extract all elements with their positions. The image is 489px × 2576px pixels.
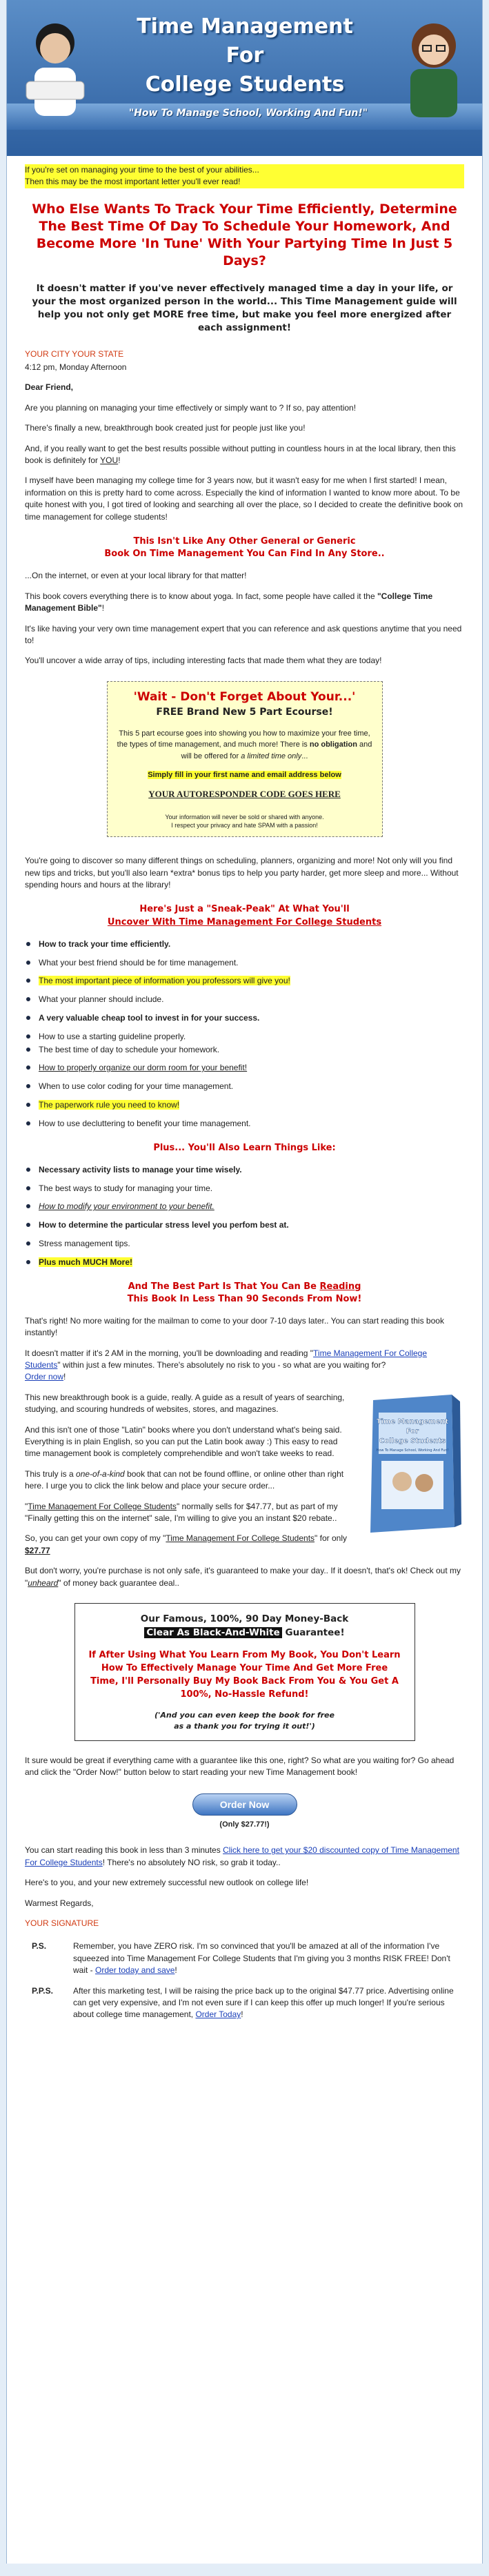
section4-p8 <box>25 1565 464 1589</box>
list-item: What your planner should include. <box>25 994 464 1005</box>
closing-p1: It sure would be great if everything came with a guarantee like this one, right? So what are you waiting for? Go ahead and click the "Order Now!" button below to start reading your new Time Management book! <box>25 1755 455 1778</box>
student-photo-right <box>392 10 475 120</box>
section4-heading-line2: This Book In Less Than 90 Seconds From Now! <box>127 1293 362 1304</box>
ps-order-link[interactable]: Order today and save <box>95 1965 175 1976</box>
section1-p2 <box>25 591 464 615</box>
section4-p2-a: It doesn't matter if it's 2 AM in the morning, you'll be downloading and reading " <box>25 1348 314 1358</box>
letter-p2: There's finally a new, breakthrough book created just for people just like you! <box>25 423 306 433</box>
section4-p4: And this isn't one of those "Latin" books where you don't understand what's being said. Everything is in plain English, so you can put the Latin book away :) This easy to read time management book is completely comprehendible and won't take weeks to read. <box>25 1424 342 1459</box>
letter-p3 <box>25 443 464 467</box>
ps-block <box>25 1940 464 1976</box>
closing-p2 <box>25 1845 464 1869</box>
ps-label: P.S. <box>32 1941 47 1951</box>
intro-highlight <box>25 164 464 188</box>
intro-line1: If you're set on managing your time to the best of your abilities... <box>25 165 259 175</box>
section4-p1: That's right! No more waiting for the mailman to come to your door 7-10 days later.. You can start reading this book instantly! <box>25 1315 444 1338</box>
header-title-line1: Time Management <box>137 14 353 39</box>
section2-heading-line1: Here's Just a "Sneak-Peak" At What You'll <box>139 904 350 915</box>
guarantee-title-black: Clear As Black-And-White <box>144 1627 281 1638</box>
pps-label: P.P.S. <box>32 1985 53 1996</box>
privacy-line1: Your information will never be sold or shared with anyone. <box>165 813 324 820</box>
guarantee-body: If After Using What You Learn From My Book, You Don't Learn How To Effectively Manage Your Time And Get More Free Time, I'll Personally Buy My Book Back From You & You Get A 100%, No-Hassle Refund! <box>88 1650 401 1700</box>
list-item <box>25 975 464 987</box>
section3-heading: Plus... You'll Also Learn Things Like: <box>153 1142 336 1153</box>
section4-p7-c: " for only <box>315 1533 347 1544</box>
discount-order-link[interactable]: Click here to get your $20 discounted copy of Time Management For College Students <box>25 1845 459 1867</box>
list-item: Stress management tips. <box>25 1238 464 1250</box>
dateline-city: YOUR CITY YOUR STATE <box>25 348 124 359</box>
letter-p1: Are you planning on managing your time effectively or simply want to ? If so, pay attention! <box>25 402 357 413</box>
section1-p2-bible: "College Time Management Bible" <box>25 591 433 613</box>
sneak-peak-list <box>25 938 464 1130</box>
section4-heading-a: And The Best Part Is That You Can Be <box>128 1281 320 1292</box>
optin-desc-b: no obligation <box>309 740 357 749</box>
section1-heading-line1: This Isn't Like Any Other General or Generic <box>133 535 356 547</box>
letter-p4: I myself have been managing my college time for 3 years now, but it wasn't easy for me when I first started! I mean, information on this is pretty hard to come across. Especially the kind of information I wanted to know more about. To be quite honest with you, I got tired of looking and searching all over the place, so I decided to create the definitive book on time management for college students! <box>25 475 463 522</box>
section4-p7-a: So, you can get your own copy of my " <box>25 1533 166 1544</box>
only-price: (Only $27.77!) <box>219 1820 270 1829</box>
ebook-cover-title-line1: Time Management <box>376 1417 449 1426</box>
section4-heading-reading: Reading <box>319 1281 361 1292</box>
section1-p2-c: ! <box>101 603 105 613</box>
section4-p8-c: " of money back guarantee deal.. <box>58 1577 180 1588</box>
ps-text <box>73 1940 464 1976</box>
section4-p2-e: ! <box>63 1372 66 1382</box>
guarantee-note-line1: ('And you can even keep the book for free <box>154 1710 335 1720</box>
signature: YOUR SIGNATURE <box>25 1918 99 1928</box>
pps-text <box>73 1985 464 2021</box>
student-photo-left <box>14 10 97 120</box>
list-item-text: The most important piece of information you professors will give you! <box>39 976 290 986</box>
list-item: The best time of day to schedule your homework. <box>25 1044 464 1056</box>
section4-p5-a: This truly is a <box>25 1468 77 1479</box>
autoresponder-code-placeholder[interactable]: YOUR AUTORESPONDER CODE GOES HERE <box>148 789 341 800</box>
closing-p2-c: ! There's no absolutely NO risk, so grab it today.. <box>102 1857 281 1867</box>
pps-text-c: ! <box>241 2009 243 2020</box>
header-banner <box>7 0 482 156</box>
optin-title: 'Wait - Don't Forget About Your...' <box>133 689 356 704</box>
list-item: How to properly organize our dorm room for your benefit! <box>25 1062 464 1074</box>
list-item <box>25 1099 464 1111</box>
section4-p2 <box>25 1348 464 1384</box>
extra-list <box>25 1164 464 1268</box>
sub-headline: It doesn't matter if you've never effectively managed time a day in your life, or your the most organized person in the world... This Time Management guide will help you not only get MORE free time, but make you feel more energized after each assignment! <box>32 283 457 333</box>
section4-p8-a: But don't worry, you're purchase is not only safe, it's guaranteed to make your day.. If it doesn't, that's ok! Check out my " <box>25 1566 461 1588</box>
optin-cta-text: Simply fill in your first name and email address below <box>148 771 341 780</box>
intro-line2: Then this may be the most important letter you'll ever read! <box>25 177 241 187</box>
section4-heading <box>25 1281 464 1306</box>
closing-p4: Warmest Regards, <box>25 1898 94 1908</box>
list-item: What your best friend should be for time management. <box>25 957 464 969</box>
ps-text-c: ! <box>174 1965 177 1976</box>
letter-body <box>7 156 482 2021</box>
ps-text-a: Remember, you have ZERO risk. I'm so convinced that you'll be amazed at all of the information I've squeezed into Time Management For College Students that I'm giving you 3 months RISK FREE! Don't wait - <box>73 1941 450 1976</box>
section1-p1: ...On the internet, or even at your local library for that matter! <box>25 571 247 581</box>
section4-p7-b: Time Management For College Students <box>166 1533 315 1544</box>
list-item-text: Plus much MUCH More! <box>39 1257 133 1267</box>
guarantee-box <box>74 1603 415 1741</box>
list-item: How to track your time efficiently. <box>25 938 464 950</box>
guarantee-title-line1: Our Famous, 100%, 90 Day Money-Back <box>140 1613 349 1624</box>
header-title <box>110 12 379 99</box>
order-now-button[interactable]: Order Now <box>192 1793 297 1816</box>
section1-p3: It's like having your very own time management expert that you can reference and ask questions anytime that you need to! <box>25 623 462 645</box>
guarantee-note <box>86 1710 403 1732</box>
optin-desc-c: and will be offered for <box>181 740 372 760</box>
order-now-link[interactable]: Order now <box>25 1372 64 1382</box>
section4-p6-c: " normally sells for $47.77, but as part of my "Finally getting this on the internet" sale, I'm willing to give you an instant $20 rebate.. <box>25 1501 338 1523</box>
pps-order-link[interactable]: Order Today <box>195 2009 241 2020</box>
letter-p3-c: ! <box>118 455 121 465</box>
section4-p6-b: Time Management For College Students <box>28 1501 177 1511</box>
header-tagline: "How To Manage School, Working And Fun!" <box>128 108 368 119</box>
section2-heading-line2: Uncover With Time Management For College Students <box>107 916 382 927</box>
list-item: How to use a starting guideline properly. <box>25 1031 464 1043</box>
list-item <box>25 1257 464 1268</box>
section2-heading <box>25 903 464 928</box>
list-item: A very valuable cheap tool to invest in for your success. <box>25 1012 464 1024</box>
privacy-line2: I respect your privacy and hate SPAM with a passion! <box>171 821 318 829</box>
section4-heading-line1 <box>25 1281 464 1293</box>
optin-desc-d: a limited time only <box>241 751 302 760</box>
list-item: When to use color coding for your time management. <box>25 1081 464 1092</box>
section4-p5-c: book that can not be found offline, or online other than right here. I urge you to click the link below and place your secure order... <box>25 1468 344 1491</box>
price: $27.77 <box>25 1545 50 1555</box>
section1-p2-a: This book covers everything there is to know about yoga. In fact, some people have called it the <box>25 591 377 601</box>
section4-p2-c: " within just a few minutes. There's absolutely no risk to you - so what are you waiting for? <box>57 1360 386 1370</box>
letter-p3-a: And, if you really want to get the best results possible without putting in countless hours in at the local library, then this book is definitely for <box>25 443 456 465</box>
optin-desc-a: This 5 part ecourse goes into showing you how to maximize your free time, the types of time management, and much more! There is <box>117 729 370 749</box>
list-item: How to determine the particular stress level you perfom best at. <box>25 1219 464 1231</box>
pps-block <box>25 1985 464 2021</box>
closing-p3: Here's to you, and your new extremely successful new outlook on college life! <box>25 1878 309 1888</box>
ebook-cover-title-line2: For <box>406 1427 419 1435</box>
list-item-text: The paperwork rule you need to know! <box>39 1099 180 1110</box>
main-headline: Who Else Wants To Track Your Time Efficiently, Determine The Best Time Of Day To Schedule Your Homework, And Become More 'In Tune' With Your Partying Time In Just 5 Days? <box>32 201 457 269</box>
section1-heading-line2: Book On Time Management You Can Find In Any Store.. <box>104 549 385 560</box>
list-item: The best ways to study for managing your time. <box>25 1183 464 1194</box>
pps-text-a: After this marketing test, I will be raising the price back up to the original $47.77 price. Advertising online can get very expensive, and I'm not even sure if I can keep this offer up much longer! If you're serious about college time management, <box>73 1985 454 2020</box>
section1-p4: You'll uncover a wide array of tips, including interesting facts that made them what they are today! <box>25 656 382 666</box>
section4-p3: This new breakthrough book is a guide, really. A guide as a result of years of searching, studying, and scouring hundreds of websites, stores, and magazines. <box>25 1392 345 1415</box>
list-item: How to use decluttering to benefit your time management. <box>25 1118 464 1130</box>
list-item: How to modify your environment to your benefit. <box>25 1201 464 1212</box>
sales-page <box>6 0 483 2564</box>
optin-subtitle: FREE Brand New 5 Part Ecourse! <box>156 707 333 718</box>
section4-p6-a: " <box>25 1501 28 1511</box>
optin-desc-e: ... <box>301 751 308 760</box>
optin-desc <box>117 728 372 763</box>
ebook-cover-title-line3: College Students <box>379 1437 446 1445</box>
section4-p5-b: one-of-a-kind <box>76 1468 125 1479</box>
product-link[interactable]: Time Management For College Students <box>25 1348 428 1370</box>
section1-heading <box>25 535 464 560</box>
guarantee-title-rest: Guarantee! <box>281 1627 345 1639</box>
dateline-time: 4:12 pm, Monday Afternoon <box>25 362 127 373</box>
letter-p3-you: YOU <box>100 455 119 465</box>
optin-box <box>107 681 383 838</box>
greeting: Dear Friend, <box>25 382 74 393</box>
section2-p1: You're going to discover so many different things on scheduling, planners, organizing and more! Not only will you find new tips and tricks, but you'll also learn *extra* bonus tips to help you party harder, get more sleep and more... Without spending hours and hours at the library! <box>25 856 459 890</box>
guarantee-title-line2 <box>86 1626 403 1640</box>
ebook-cover-image <box>361 1392 464 1537</box>
privacy-note <box>117 814 372 829</box>
closing-p2-a: You can start reading this book in less than 3 minutes <box>25 1845 223 1856</box>
ebook-cover-subtitle: How To Manage School, Working And Fun! <box>376 1448 449 1453</box>
header-title-line2: For <box>226 43 264 68</box>
header-title-line3: College Students <box>145 72 345 97</box>
list-item: Necessary activity lists to manage your time wisely. <box>25 1164 464 1176</box>
section4-p8-b: unheard <box>28 1577 59 1588</box>
guarantee-note-line2: as a thank you for trying it out!') <box>174 1721 315 1731</box>
optin-cta <box>117 770 372 781</box>
